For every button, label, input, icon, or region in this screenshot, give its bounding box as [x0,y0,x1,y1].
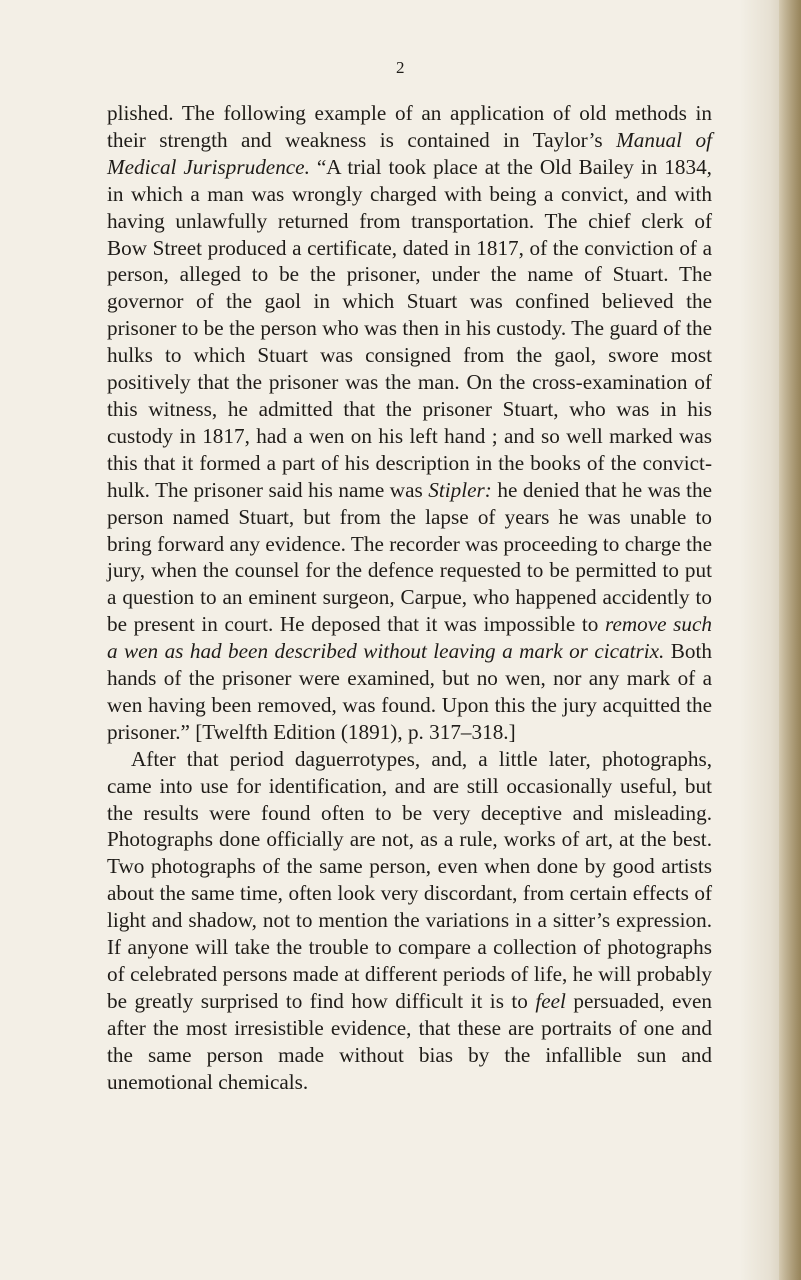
text-run: “A trial took place at the Old Bailey in 1834, in which a man was wrongly charged with being a convict, and with having unlawfully returned from transportation. The chief clerk of Bow Street produced a certificate, dated in 1817, of the conviction of a person, alleged to be the prisoner, under the name of Stuart. The governor of the gaol in which Stuart was confined believed the prisoner to be the person who was then in his custody. The guard of the hulks to which Stuart was consigned from the gaol, swore most positively that the prisoner was the man. On the cross-examination of this witness, he admitted that the prisoner Stuart, who was in his custody in 1817, had a wen on his left hand ; and so well marked was this that it formed a part of his description in the books of the convict-hulk. The prisoner said his name was [107,154,712,502]
page-binding-edge [779,0,801,1280]
paragraph [107,100,712,746]
body-text [107,100,712,1096]
italic-title: Manual of Medical Jurisprudence. [107,127,712,179]
italic-word: feel [535,988,566,1013]
page-number: 2 [396,58,405,77]
text-run: he denied that he was the person named Stuart, but from the lapse of years he was unable to bring forward any evidence. The recorder was proceeding to charge the jury, when the counsel for the defence requested to be permitted to put a question to an eminent surgeon, Carpue, who happened accidently to be present in court. He deposed that it was impossible to [107,477,713,637]
paragraph [107,746,712,1096]
text-run: Both hands of the prisoner were examined, but no wen, nor any mark of a wen having been removed, was found. Upon this the jury acquitted the prisoner.” [Twelfth Edition (1891), p. 317–318.] [107,639,712,744]
italic-emphasis: remove such a wen as had been described without leaving a mark or cicatrix. [107,612,712,664]
italic-name: Stipler: [428,477,492,502]
text-run: plished. The following example of an application of old methods in their strength and weakness is contained in Taylor’s [107,101,712,152]
text-run: persuaded, even after the most irresistible evidence, that these are portraits of one and the same person made without bias by the infallible sun and unemotional chemicals. [107,988,712,1094]
text-run: After that period daguerrotypes, and, a little later, photographs, came into use for identification, and are still occasionally useful, but the results were found often to be very deceptive and misleading. Photographs done officially are not, as a rule, works of art, at the best. Two photographs of the same person, even when done by good artists about the same time, often look very discordant, from certain effects of light and shadow, not to mention the variations in a sitter’s expression. If anyone will take the trouble to compare a collection of photographs of celebrated persons made at different periods of life, he will probably be greatly surprised to find how difficult it is to [107,746,712,1013]
